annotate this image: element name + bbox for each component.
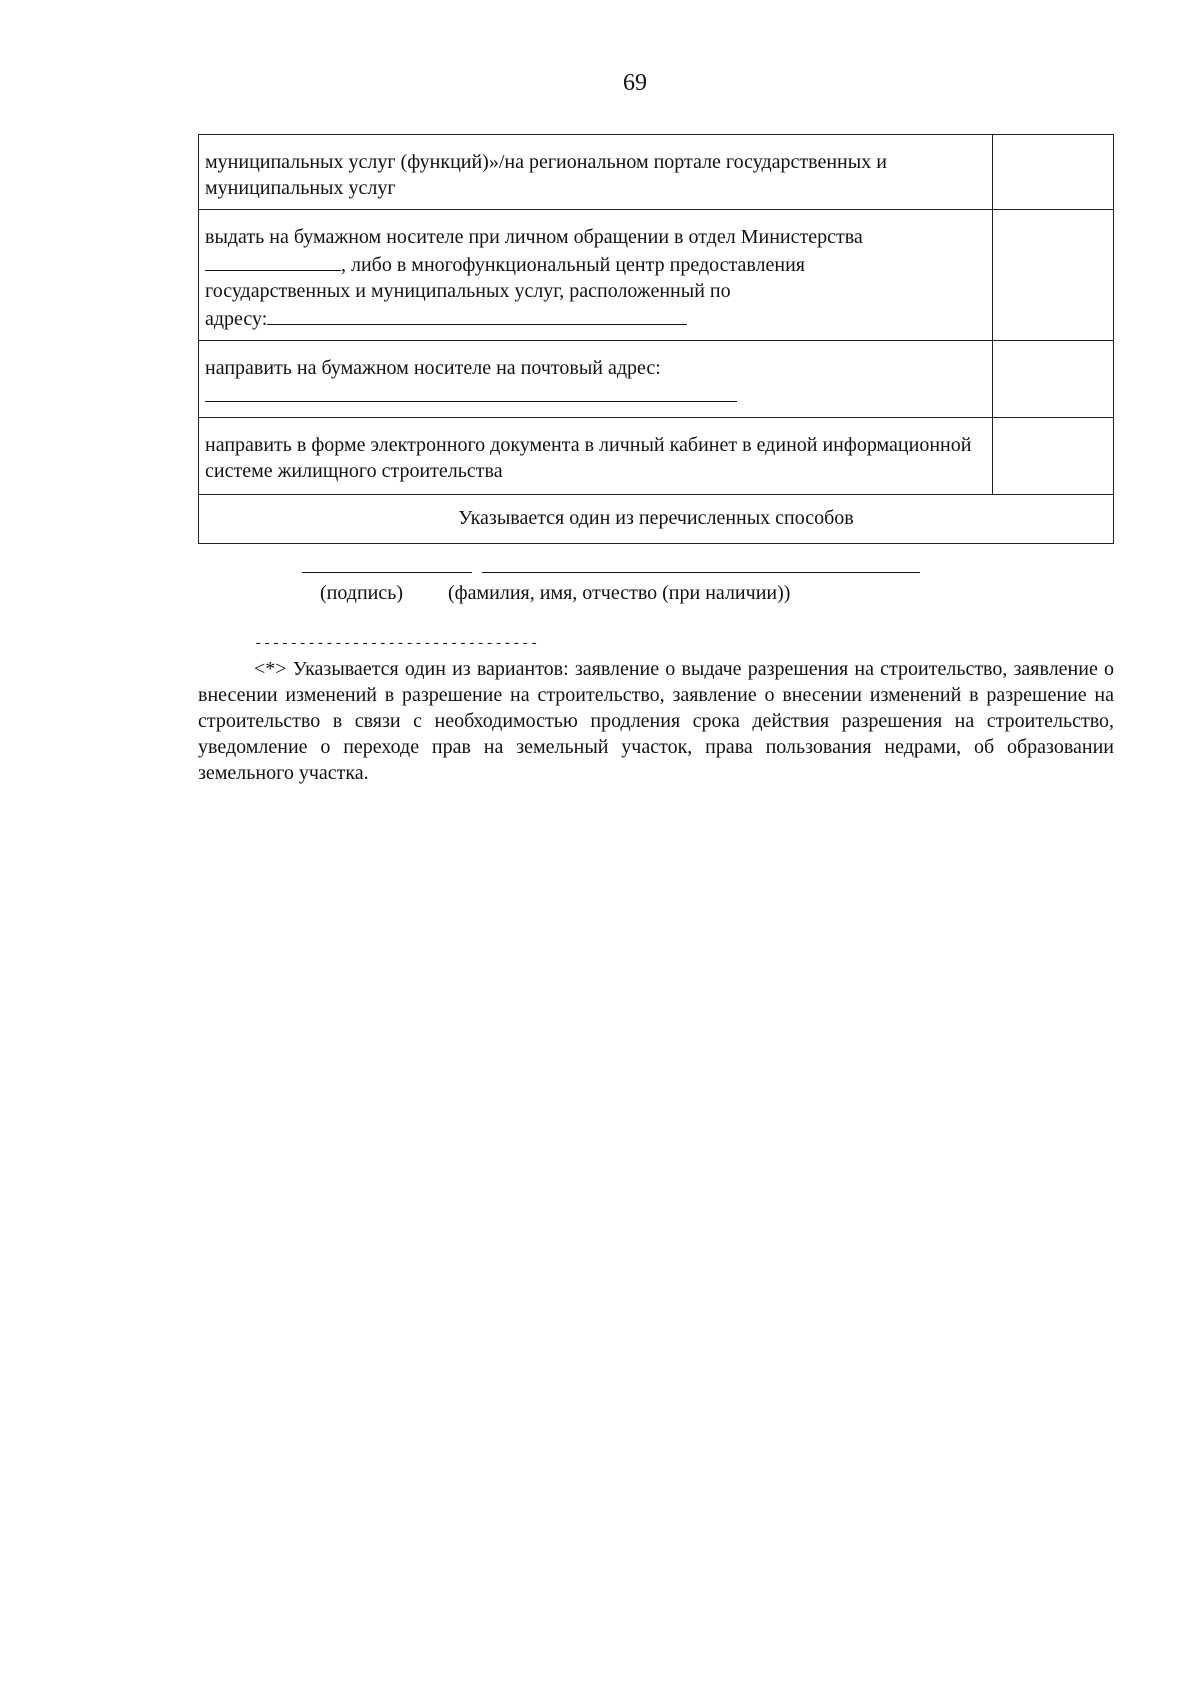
signature-line[interactable]	[302, 572, 472, 573]
footnote-text: <*> Указывается один из вариантов: заявление о выдаче разрешения на строительство, заявление о внесении изменений в разрешение на строительство, заявление о внесении изменений в разрешение на строительство в связи с необходимостью продления срока действия разрешения на строительство, уведомление о переходе прав на земельный участок, права пользования недрами, об образовании земельного участка.	[198, 658, 1114, 784]
option-mail-text	[199, 341, 993, 418]
option-row-paper-in-person	[199, 210, 1114, 341]
footnote-separator: --------------------------------	[254, 636, 539, 652]
option-paper-line3: государственных и муниципальных услуг, расположенный по	[205, 280, 731, 302]
department-blank[interactable]	[205, 250, 341, 271]
address-label: адресу:	[205, 308, 268, 330]
full-name-line[interactable]	[482, 572, 920, 573]
option-row-mail	[199, 341, 1114, 418]
mail-address-blank[interactable]	[205, 381, 737, 402]
option-paper-line1: выдать на бумажном носителе при личном обращении в отдел Министерства	[205, 226, 863, 248]
option-paper-line2: , либо в многофункциональный центр предоставления	[341, 254, 805, 276]
option-row-cabinet	[199, 418, 1114, 495]
option-portal-text: муниципальных услуг (функций)»/на региональном портале государственных и муниципальных услуг	[199, 135, 993, 210]
delivery-options-table	[198, 134, 1114, 544]
option-row-portal	[199, 135, 1114, 210]
table-note-row	[199, 495, 1114, 544]
page-number: 69	[623, 70, 647, 96]
option-mail-label: направить на бумажном носителе на почтовый адрес:	[205, 357, 661, 379]
option-cabinet-text: направить в форме электронного документа в личный кабинет в единой информационной системе жилищного строительства	[199, 418, 993, 495]
address-blank[interactable]	[267, 304, 687, 325]
table-note: Указывается один из перечисленных способов	[199, 495, 1114, 544]
signature-caption: (подпись)	[320, 582, 404, 604]
option-portal-checkbox[interactable]	[993, 135, 1114, 210]
option-paper-in-person-text	[199, 210, 993, 341]
option-cabinet-checkbox[interactable]	[993, 418, 1114, 495]
signature-block	[300, 568, 940, 628]
option-paper-in-person-checkbox[interactable]	[993, 210, 1114, 341]
option-mail-checkbox[interactable]	[993, 341, 1114, 418]
full-name-caption: (фамилия, имя, отчество (при наличии))	[448, 582, 791, 604]
